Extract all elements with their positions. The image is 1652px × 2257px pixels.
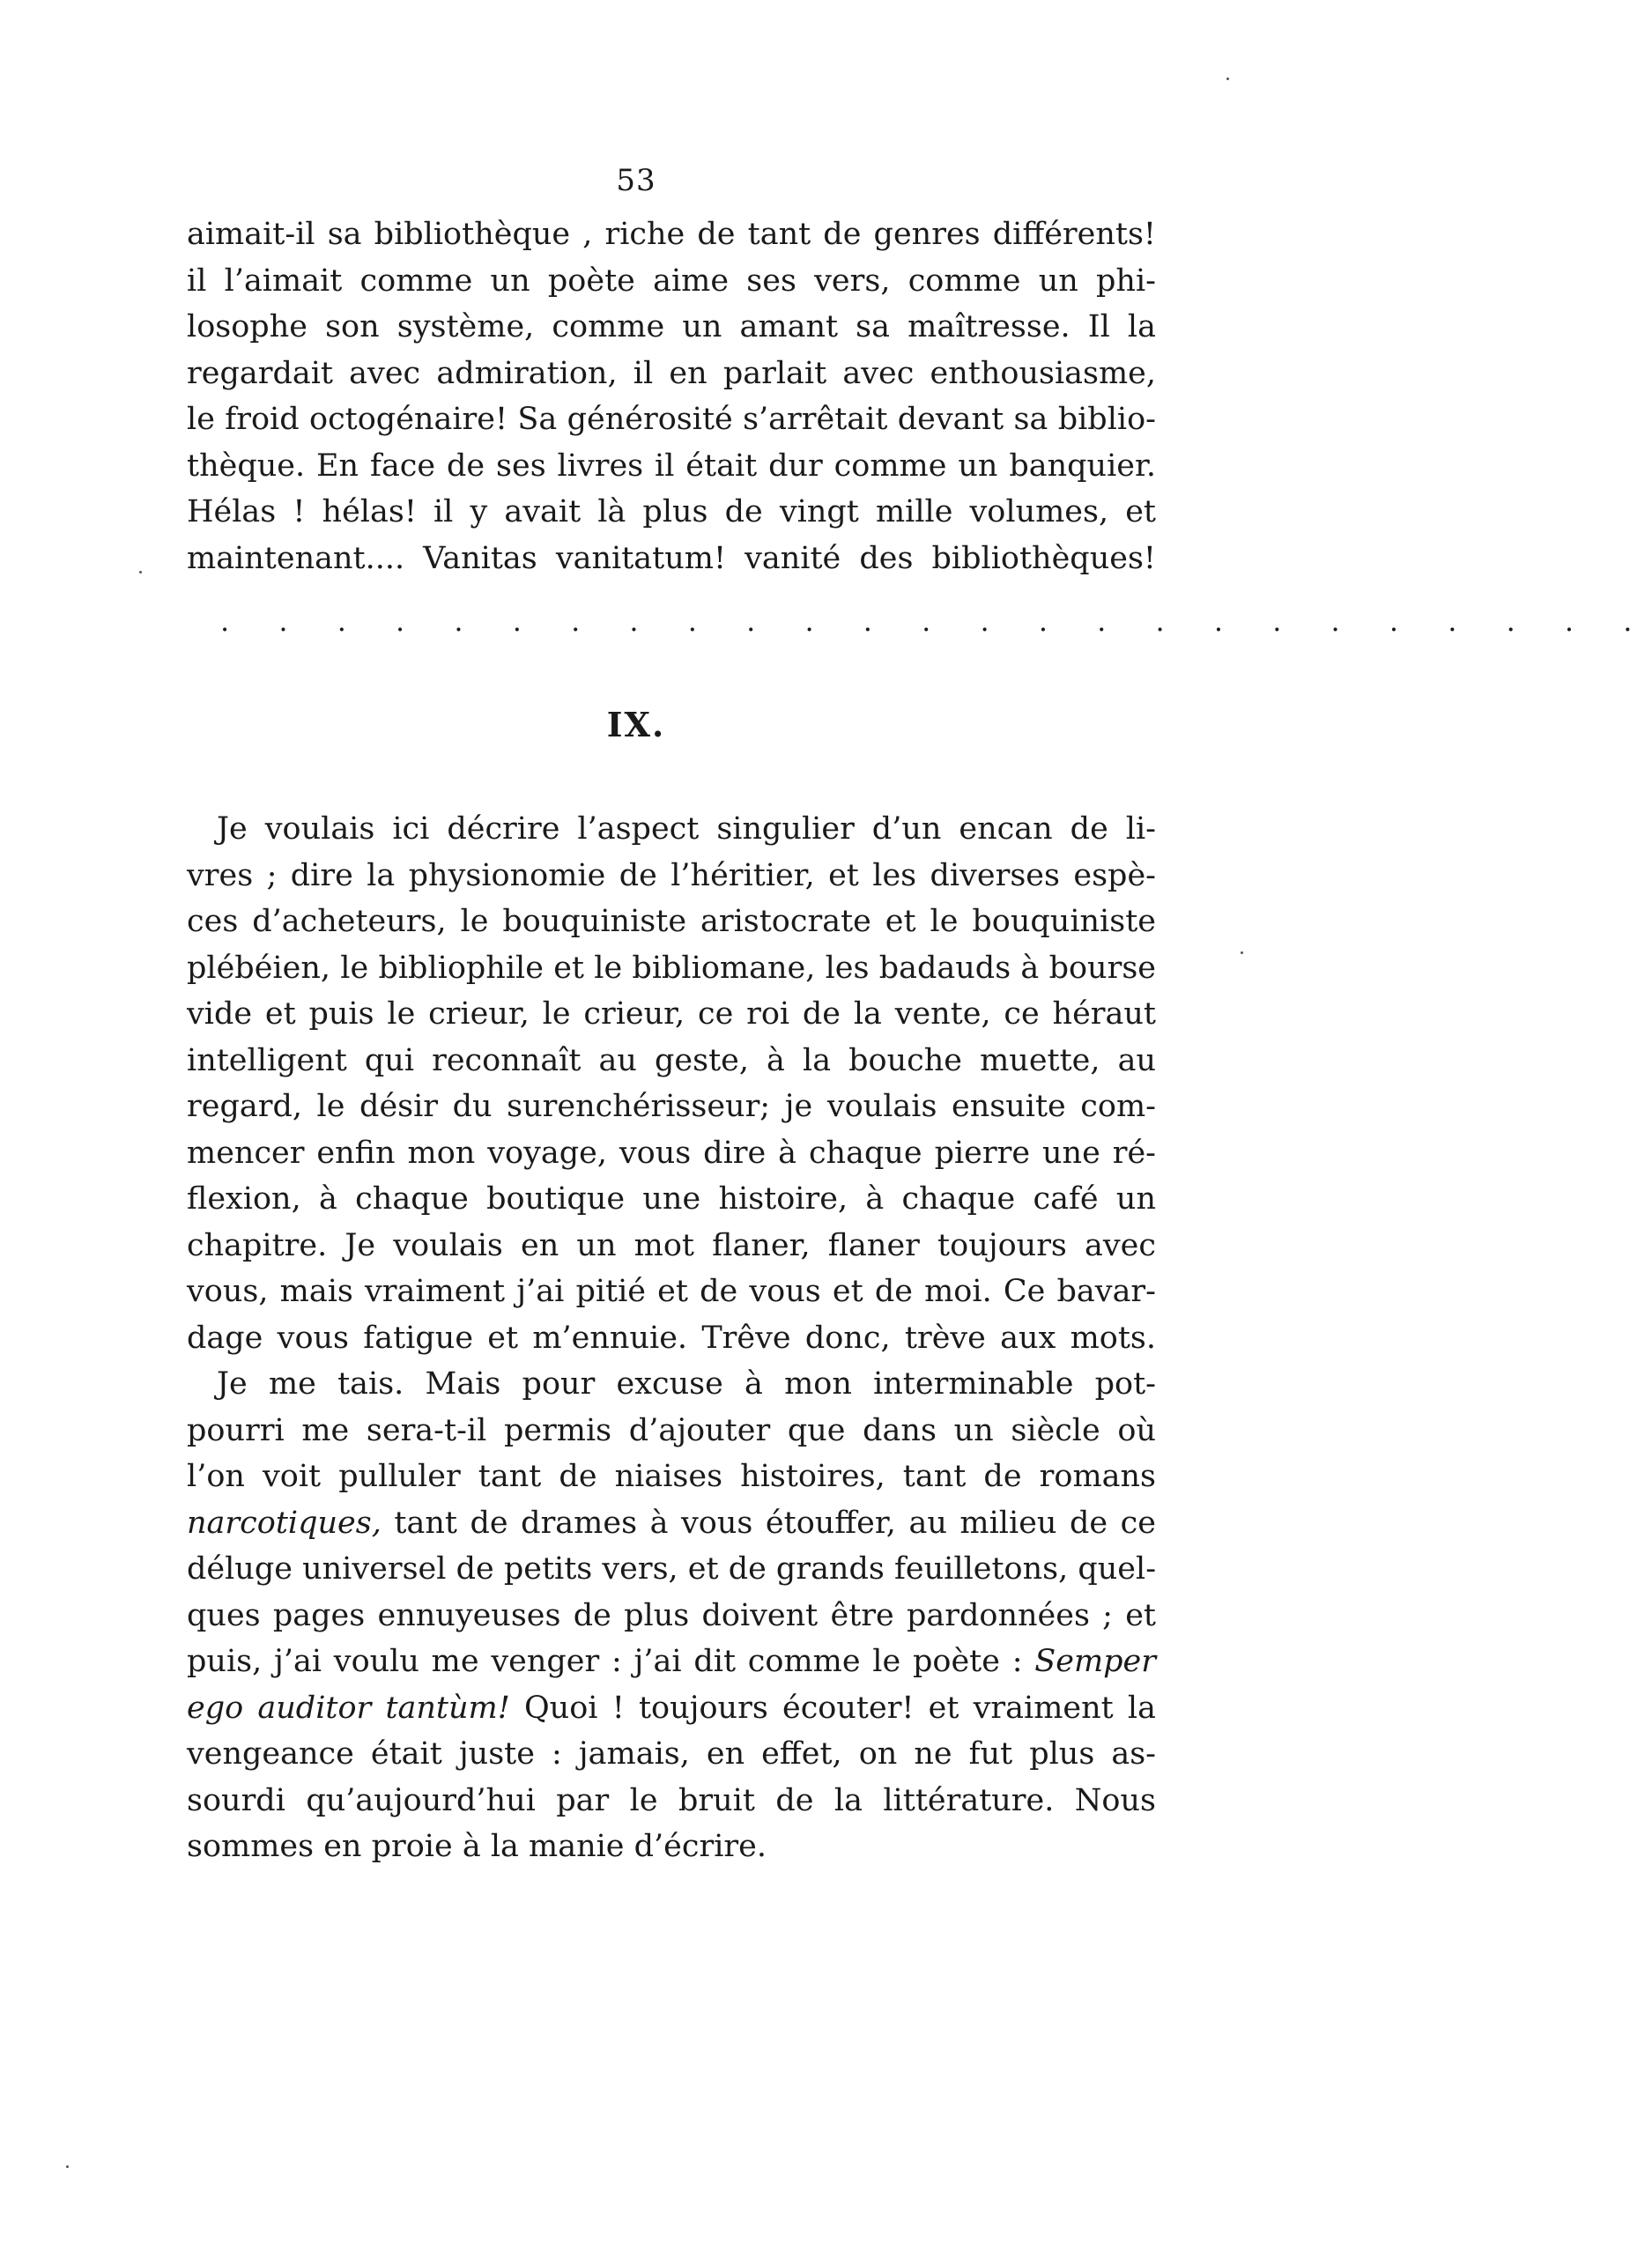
text-line: déluge universel de petits vers, et de grands feuilletons, quel-	[187, 1551, 1157, 1587]
text-line: mencer enfin mon voyage, vous dire à chaque pierre une ré-	[187, 1135, 1156, 1171]
text-line: vengeance était juste : jamais, en effet, on ne fut plus as-	[187, 1736, 1156, 1772]
text-line: il l’aimait comme un poète aime ses vers, comme un phi-	[187, 263, 1156, 299]
text-line	[187, 1685, 1156, 1732]
text-line: dage vous fatigue et m’ennuie. Trêve donc, trève aux mots.	[187, 1320, 1156, 1356]
paper-speck	[1226, 78, 1229, 80]
paper-speck	[1241, 951, 1243, 954]
text-line: Hélas ! hélas! il y avait là plus de vingt mille volumes, et	[187, 494, 1156, 529]
page-number: 53	[616, 163, 656, 198]
text-run: tant de drames à vous étouffer, au milieu de ce	[381, 1505, 1156, 1541]
text-line: maintenant.... Vanitas vanitatum! vanité des bibliothèques!	[187, 540, 1156, 576]
paper-speck	[139, 571, 142, 574]
text-line	[187, 1500, 1156, 1547]
text-line: aimait-il sa bibliothèque , riche de tant de genres différents!	[187, 217, 1156, 252]
paragraph-1	[187, 806, 1156, 1361]
text-line: vide et puis le crieur, le crieur, ce roi de la vente, ce héraut	[187, 996, 1156, 1032]
italic-quote: ego auditor tantùm!	[187, 1690, 510, 1726]
text-line: flexion, à chaque boutique une histoire, à chaque café un	[187, 1181, 1156, 1217]
text-line: sourdi qu’aujourd’hui par le bruit de la littérature. Nous	[187, 1782, 1156, 1818]
ellipsis-separator: . . . . . . . . . . . . . . . . . . . . . . . . .	[220, 604, 1652, 638]
text-line: losophe son système, comme un amant sa maîtresse. Il la	[187, 309, 1156, 344]
text-line: regard, le désir du surenchérisseur; je voulais ensuite com-	[187, 1089, 1156, 1124]
text-line: plébéien, le bibliophile et le bibliomane, les badauds à bourse	[187, 950, 1156, 986]
text-line: Je voulais ici décrire l’aspect singulier d’un encan de li-	[217, 811, 1156, 847]
section-heading: IX.	[606, 705, 666, 744]
text-line: regardait avec admiration, il en parlait avec enthousiasme,	[187, 355, 1156, 391]
text-line: l’on voit pulluler tant de niaises histoires, tant de romans	[187, 1459, 1156, 1494]
paragraph-continued	[187, 211, 1156, 581]
text-line: ces d’acheteurs, le bouquiniste aristocrate et le bouquiniste	[187, 904, 1156, 939]
text-line: pourri me sera-t-il permis d’ajouter que dans un siècle où	[187, 1412, 1156, 1448]
text-line: thèque. En face de ses livres il était dur comme un banquier.	[187, 448, 1156, 484]
text-line: vres ; dire la physionomie de l’héritier, et les diverses espè-	[187, 857, 1156, 893]
paper-speck	[66, 2165, 69, 2168]
text-line: Je me tais. Mais pour excuse à mon interminable pot-	[217, 1366, 1156, 1402]
text-line: ques pages ennuyeuses de plus doivent être pardonnées ; et	[187, 1597, 1156, 1633]
text-line: intelligent qui reconnaît au geste, à la bouche muette, au	[187, 1042, 1156, 1078]
text-run: puis, j’ai voulu me venger : j’ai dit comme le poète :	[187, 1644, 1035, 1679]
text-line: sommes en proie à la manie d’écrire.	[187, 1829, 767, 1864]
text-run: Quoi ! toujours écouter! et vraiment la	[509, 1690, 1156, 1726]
italic-quote: Semper	[1034, 1644, 1156, 1679]
text-line	[187, 1639, 1156, 1685]
text-line: chapitre. Je voulais en un mot flaner, flaner toujours avec	[187, 1227, 1156, 1263]
paragraph-2	[187, 1361, 1156, 1870]
italic-word: narcotiques,	[187, 1505, 382, 1541]
text-line: vous, mais vraiment j’ai pitié et de vous et de moi. Ce bavar-	[187, 1274, 1156, 1309]
text-line: le froid octogénaire! Sa générosité s’arrêtait devant sa biblio-	[187, 402, 1156, 437]
